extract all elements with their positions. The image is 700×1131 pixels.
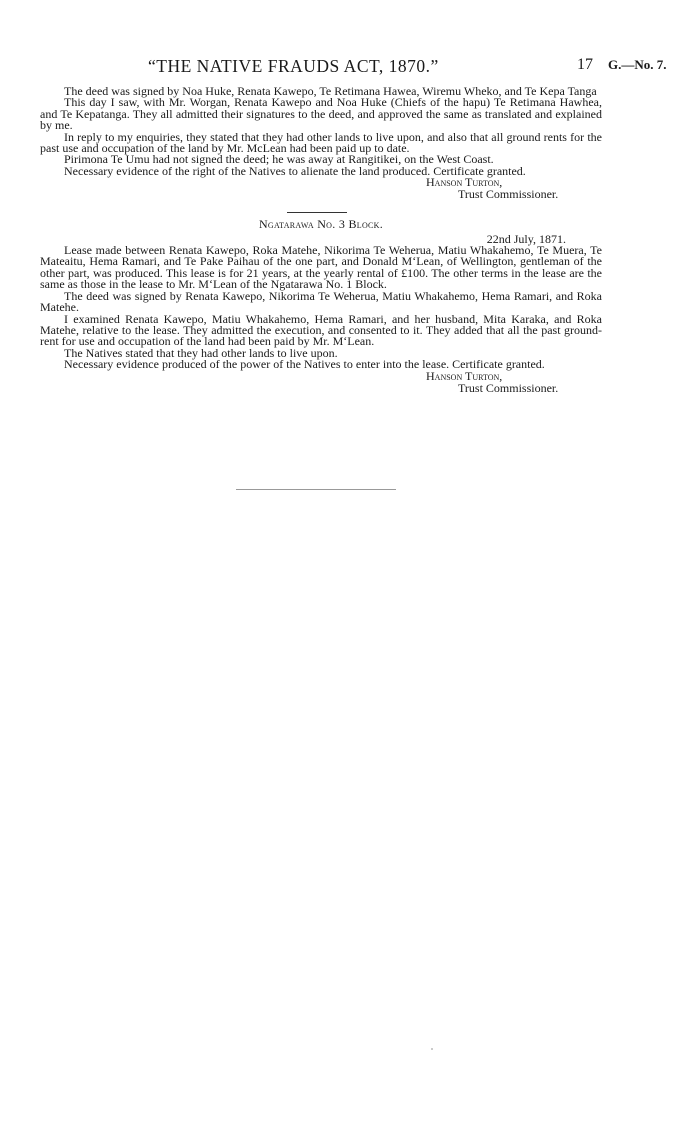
running-title: “THE NATIVE FRAUDS ACT, 1870.”: [148, 56, 439, 76]
document-reference: G.—No. 7.: [608, 57, 667, 72]
print-speck: [431, 1048, 433, 1050]
signature-title: Trust Commissioner.: [458, 380, 559, 395]
signature-name: Hanson Turton,: [426, 175, 503, 190]
signature-block: [40, 177, 602, 201]
paragraph: The deed was signed by Noa Huke, Renata Kawepo, Te Retimana Hawea, Wiremu Wheko, and Te Kepa Tanga: [64, 84, 597, 98]
section-rangitikei-deed: [40, 86, 602, 201]
paragraph: Necessary evidence produced of the power of the Natives to enter into the lease. Certificate granted.: [64, 357, 545, 372]
paragraph: The deed was signed by Renata Kawepo, Nikorima Te Weherua, Matiu Whakahemo, Hema Ramari, and Roka Matehe.: [40, 288, 602, 315]
paragraph: Necessary evidence of the right of the Natives to alienate the land produced. Certificate granted.: [64, 163, 526, 178]
end-rule: [236, 489, 396, 490]
paragraph: In reply to my enquiries, they stated that they had other lands to live upon, and also that all ground rents for the past use and occupation of the land by Mr. McLean had been paid up to date.: [40, 129, 602, 156]
entry-date: 22nd July, 1871.: [486, 231, 566, 246]
page-header: [0, 56, 700, 78]
signature-title: Trust Commissioner.: [458, 187, 559, 202]
document-body: [40, 86, 602, 395]
paragraph: The Natives stated that they had other lands to live upon.: [64, 345, 338, 360]
signature-name: Hanson Turton,: [426, 368, 503, 383]
paragraph: Pirimona Te Umu had not signed the deed; he was away at Rangitikei, on the West Coast.: [64, 152, 494, 167]
paragraph: Lease made between Renata Kawepo, Roka Matehe, Nikorima Te Weherua, Matiu Whakahemo, Te Muera, Te Mateaitu, Hema Ramari, and Te Pake Paihau of the one part, and Donald M‘Lean, of Wellington, gentleman of the other part, was produced. This lease is for 21 years, at the yearly rental of £100. The other terms in the lease are the same as those in the lease to Mr. M‘Lean of the Ngatarawa No. 1 Block.: [40, 243, 602, 292]
paragraph: This day I saw, with Mr. Worgan, Renata Kawepo and Noa Huke (Chiefs of the hapu) Te Retimana Hawhea, and Te Kepatanga. They all admitted their signatures to the deed, and approved the same as translated and explained by me.: [40, 95, 602, 133]
paragraph: I examined Renata Kawepo, Matiu Whakahemo, Hema Ramari, and her husband, Mita Karaka, and Roka Matehe, relative to the lease. They admitted the execution, and consented to it. They added that all the past ground-rent for use and occupation of the land had been paid by Mr. M‘Lean.: [40, 311, 602, 349]
section-divider: [287, 212, 347, 213]
block-heading: Ngatarawa No. 3 Block.: [258, 217, 384, 232]
signature-block: [40, 368, 602, 395]
section-ngatarawa-no3: [40, 219, 602, 394]
page-number: 17: [577, 56, 593, 73]
